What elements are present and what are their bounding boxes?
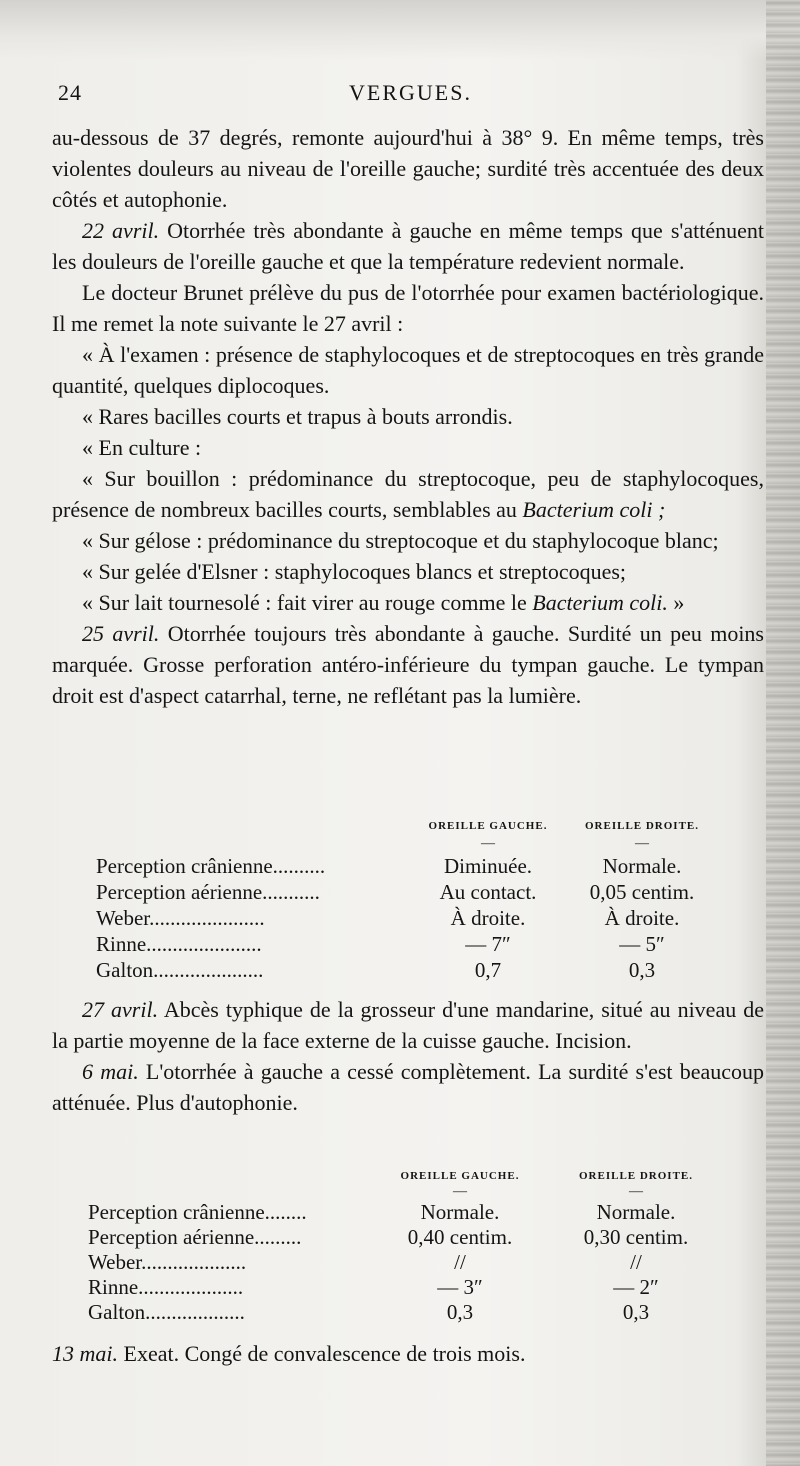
cell-right: Normale. bbox=[596, 1200, 676, 1224]
entry-date: 6 mai. bbox=[82, 1059, 139, 1084]
row-label: Weber...................... bbox=[96, 906, 265, 930]
cell-right: À droite. bbox=[604, 906, 680, 930]
column-header-right: OREILLE DROITE. bbox=[578, 1170, 694, 1182]
cell-right: 0,30 centim. bbox=[583, 1225, 689, 1249]
paragraph bbox=[52, 1338, 764, 1369]
running-head: VERGUES. bbox=[349, 80, 472, 105]
row-label: Rinne.................... bbox=[88, 1275, 244, 1299]
entry-date: 27 avril. bbox=[82, 997, 159, 1022]
row-label: Galton..................... bbox=[96, 958, 264, 982]
cell-right: 0,05 centim. bbox=[589, 880, 695, 904]
species-name: Bacterium coli ; bbox=[522, 497, 666, 522]
page-number: 24 bbox=[58, 80, 82, 105]
culture-text: « Sur lait tournesolé : fait virer au rouge comme le bbox=[82, 590, 533, 615]
cell-left: // bbox=[454, 1250, 466, 1274]
hearing-table-2 bbox=[88, 1170, 708, 1330]
column-rule: — bbox=[629, 1184, 643, 1199]
paragraph: « En culture : bbox=[82, 435, 202, 460]
row-label: Perception aérienne........... bbox=[96, 880, 320, 904]
cell-right: — 2″ bbox=[613, 1275, 659, 1299]
species-name: Bacterium coli. bbox=[532, 590, 668, 615]
paragraph bbox=[52, 1056, 764, 1118]
hearing-table-1 bbox=[96, 820, 716, 985]
paragraph: « À l'examen : présence de staphylocoques et de streptocoques en très grande quantité, quelques diplocoques. bbox=[52, 342, 764, 398]
cell-left: Normale. bbox=[420, 1200, 500, 1224]
paragraph: Le docteur Brunet prélève du pus de l'otorrhée pour examen bactériologique. Il me remet la note suivante le 27 avril : bbox=[52, 280, 764, 336]
row-label: Weber.................... bbox=[88, 1250, 247, 1274]
row-label: Rinne...................... bbox=[96, 932, 262, 956]
column-header-left: OREILLE GAUCHE. bbox=[428, 820, 548, 832]
row-label: Perception aérienne......... bbox=[88, 1225, 302, 1249]
cell-left: Diminuée. bbox=[443, 854, 533, 878]
paragraph bbox=[52, 587, 764, 618]
text-block-2 bbox=[52, 994, 764, 1118]
cell-left: À droite. bbox=[450, 906, 526, 930]
cell-left: — 3″ bbox=[437, 1275, 483, 1299]
paragraph bbox=[52, 994, 764, 1056]
paragraph bbox=[52, 463, 764, 525]
entry-text: Otorrhée très abondante à gauche en même temps que s'atténuent les douleurs de l'oreille gauche et que la température redevient normale. bbox=[52, 218, 764, 274]
cell-right: 0,3 bbox=[628, 958, 656, 982]
paragraph: « Rares bacilles courts et trapus à bouts arrondis. bbox=[82, 404, 513, 429]
row-label: Perception crânienne.......... bbox=[96, 854, 326, 878]
paragraph: « Sur gélose : prédominance du streptocoque et du staphylocoque blanc; bbox=[82, 528, 719, 553]
quote-close: » bbox=[667, 590, 685, 615]
text-block-3 bbox=[52, 1338, 764, 1369]
cell-right: — 5″ bbox=[619, 932, 665, 956]
column-header-right: OREILLE DROITE. bbox=[584, 820, 700, 832]
cell-right: 0,3 bbox=[622, 1300, 650, 1324]
cell-left: 0,3 bbox=[446, 1300, 474, 1324]
row-label: Galton................... bbox=[88, 1300, 245, 1324]
paragraph: « Sur gelée d'Elsner : staphylocoques blancs et streptocoques; bbox=[82, 559, 627, 584]
column-rule: — bbox=[453, 1184, 467, 1199]
cell-right: Normale. bbox=[602, 854, 682, 878]
scan-right-edge bbox=[766, 0, 800, 1466]
cell-left: 0,7 bbox=[474, 958, 502, 982]
column-rule: — bbox=[635, 836, 649, 851]
paragraph: au-dessous de 37 degrés, remonte aujourd'hui à 38° 9. En même temps, très violentes douleurs au niveau de l'oreille gauche; surdité très accentuée des deux côtés et autophonie. bbox=[52, 125, 764, 212]
cell-left: Au contact. bbox=[439, 880, 537, 904]
cell-left: 0,40 centim. bbox=[407, 1225, 513, 1249]
paragraph bbox=[52, 215, 764, 277]
culture-text: « Sur bouillon : prédominance du streptocoque, peu de staphylocoques, présence de nombreux bacilles courts, semblables au bbox=[52, 466, 764, 522]
column-rule: — bbox=[481, 836, 495, 851]
row-label: Perception crânienne........ bbox=[88, 1200, 307, 1224]
entry-text: Otorrhée toujours très abondante à gauche. Surdité un peu moins marquée. Grosse perforation antéro-inférieure du tympan gauche. Le tympan droit est d'aspect catarrhal, terne, ne reflétant pas la lumière. bbox=[52, 621, 764, 708]
cell-left: — 7″ bbox=[465, 932, 511, 956]
paragraph bbox=[52, 618, 764, 711]
page-header bbox=[58, 80, 763, 110]
scan-top-shadow bbox=[0, 0, 800, 60]
entry-date: 13 mai. bbox=[52, 1341, 118, 1366]
entry-text: Exeat. Congé de convalescence de trois mois. bbox=[118, 1341, 526, 1366]
column-header-left: OREILLE GAUCHE. bbox=[400, 1170, 520, 1182]
entry-text: Abcès typhique de la grosseur d'une mandarine, situé au niveau de la partie moyenne de la face externe de la cuisse gauche. Incision. bbox=[52, 997, 764, 1053]
entry-date: 25 avril. bbox=[82, 621, 160, 646]
entry-text: L'otorrhée à gauche a cessé complètement. La surdité s'est beaucoup atténuée. Plus d'autophonie. bbox=[52, 1059, 765, 1115]
text-block-1 bbox=[52, 122, 764, 711]
entry-date: 22 avril. bbox=[82, 218, 160, 243]
cell-right: // bbox=[630, 1250, 642, 1274]
